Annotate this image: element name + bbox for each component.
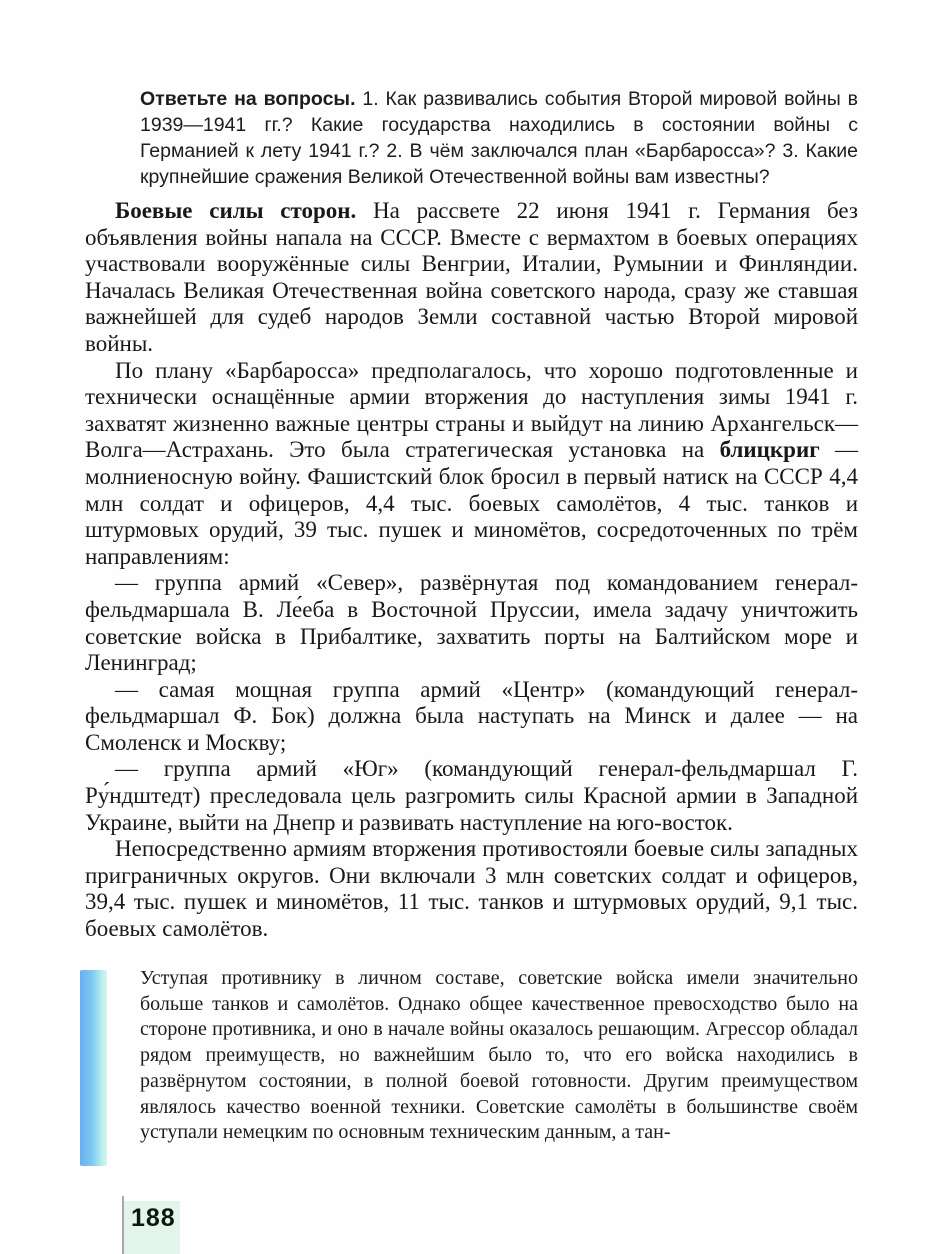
body-paragraph-5: — группа армий «Юг» (командующий генерал-фельдмаршал Г. Ру́ндштедт) преследовала цель разгромить силы Красной армии в Западной Украине, выйти на Днепр и развивать наступление на юго-восток. (85, 756, 858, 835)
note-text: Уступая противнику в личном составе, советские войска имели значительно больше танков и самолётов. Однако общее качественное превосходство было на стороне противника, и оно в начале войны оказалось решающим. Агрессор обладал рядом преимуществ, но важнейшим было то, что его войска находились в развёрнутом состоянии, в полной боевой готовности. Другим преимуществом являлось качество военной техники. Советские самолёты в большинстве своём уступали немецким по основным техническим данным, а тан- (140, 967, 858, 1144)
questions-text: 1. Как развивались события Второй мировой войны в 1939—1941 гг.? Какие государства находились в состоянии войны с Германией к лету 1941 г.? 2. В чём заключался план «Барбаросса»? 3. Какие крупнейшие сражения Великой Отечественной войны вам известны? (140, 88, 859, 188)
note-accent-bar (80, 970, 107, 1166)
questions-block (140, 86, 858, 190)
body-text (85, 198, 858, 943)
body-paragraph-2: По плану «Барбаросса» предполагалось, что хорошо подготовленные и технически оснащённые армии вторжения до наступления зимы 1941 г. захватят жизненно важные центры страны и выйдут на линию Архангельск—Волга—Астрахань. Это была стратегическая установка на блицкриг — молниеносную войну. Фашистский блок бросил в первый натиск на СССР 4,4 млн солдат и офицеров, 4,4 тыс. боевых самолётов, 4 тыс. танков и штурмовых орудий, 39 тыс. пушек и миномётов, сосредоточенных по трём направлениям: (85, 357, 859, 569)
body-paragraph-1: Боевые силы сторон. На рассвете 22 июня 1941 г. Германия без объявления войны напала на СССР. Вместе с вермахтом в боевых операциях участвовали вооружённые силы Венгрии, Италии, Румынии и Финляндии. Началась Великая Отечественная война советского народа, сразу же ставшая важнейшей для судеб народов Земли составной частью Второй мировой войны. (85, 198, 858, 356)
paragraph-1-heading: Боевые силы сторон. (115, 198, 357, 223)
body-paragraph-4: — самая мощная группа армий «Центр» (командующий генерал-фельдмаршал Ф. Бок) должна была наступать на Минск и далее — на Смоленск и Москву; (85, 676, 858, 755)
body-paragraph-6: Непосредственно армиям вторжения противостояли боевые силы западных приграничных округов. Они включали 3 млн советских солдат и офицеров, 39,4 тыс. пушек и миномётов, 11 тыс. танков и штурмовых орудий, 9,1 тыс. боевых самолётов. (85, 836, 858, 942)
page-number: 188 (131, 1204, 176, 1232)
body-paragraph-3: — группа армий «Север», развёрнутая под командованием генерал-фельдмаршала В. Ле́еба в Восточной Пруссии, имела задачу уничтожить советские войска в Прибалтике, захватить порты на Балтийском море и Ленинград; (85, 570, 858, 676)
paragraph-2-term: блицкриг (719, 437, 820, 463)
footer-divider (122, 1196, 124, 1254)
questions-lead: Ответьте на вопросы. (140, 88, 356, 110)
